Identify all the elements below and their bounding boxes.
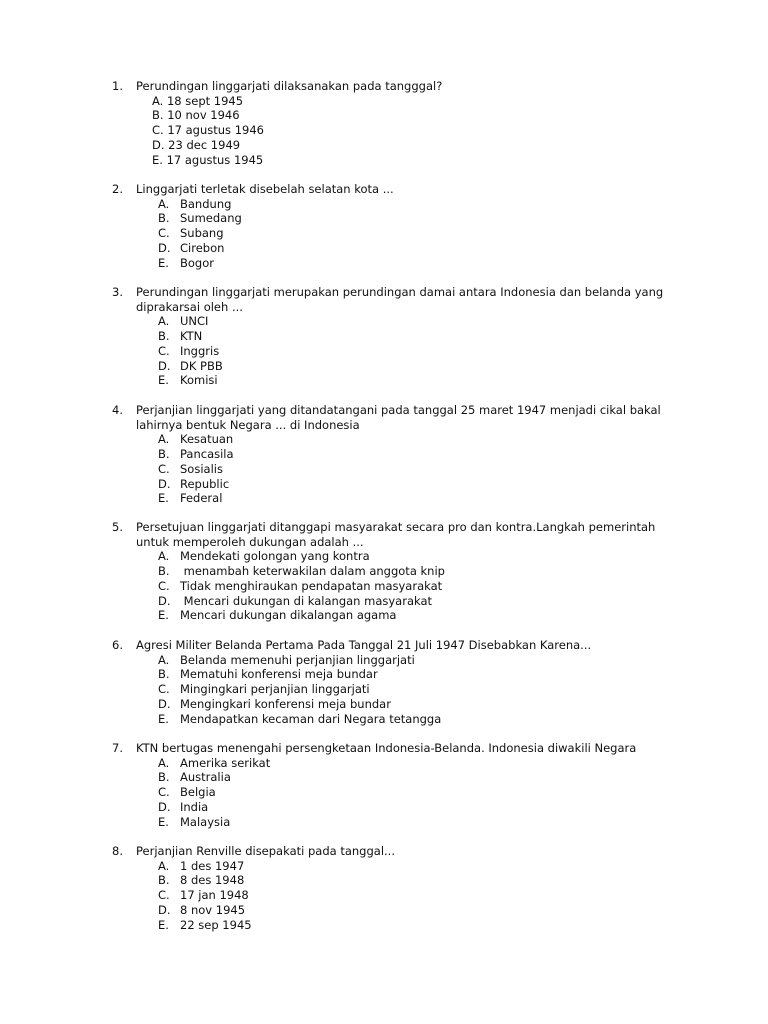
option-c bbox=[112, 888, 672, 903]
option-c bbox=[112, 462, 672, 477]
option-text: Australia bbox=[180, 770, 231, 785]
question-text: Perjanjian Renville disepakati pada tanggal... bbox=[136, 844, 395, 858]
question-number: 5. bbox=[112, 520, 123, 534]
option-c bbox=[112, 682, 672, 697]
option-a: A. 18 sept 1945 bbox=[152, 93, 244, 108]
option-b bbox=[112, 873, 672, 888]
option-text: Kesatuan bbox=[180, 432, 234, 447]
option-c bbox=[112, 344, 672, 359]
option-text: 8 nov 1945 bbox=[180, 902, 246, 917]
option-text: Malaysia bbox=[180, 814, 231, 829]
question-number: 1. bbox=[112, 79, 123, 93]
option-a bbox=[112, 549, 672, 564]
option-letter: E. bbox=[158, 608, 169, 623]
option-a bbox=[112, 756, 672, 771]
option-text: DK PBB bbox=[180, 358, 223, 373]
option-text: Belgia bbox=[180, 785, 216, 800]
option-a bbox=[112, 197, 672, 212]
option-text: Federal bbox=[180, 491, 223, 506]
option-text: Mendapatkan kecaman dari Negara tetangga bbox=[180, 711, 442, 726]
option-d bbox=[112, 359, 672, 374]
option-list bbox=[112, 549, 672, 623]
option-c: C. 17 agustus 1946 bbox=[152, 123, 264, 138]
option-letter: D. bbox=[158, 799, 171, 814]
option-e bbox=[112, 491, 672, 506]
option-letter: B. bbox=[158, 564, 170, 579]
option-d bbox=[112, 903, 672, 918]
question-4 bbox=[112, 403, 672, 506]
option-b bbox=[112, 770, 672, 785]
option-a bbox=[112, 653, 672, 668]
option-e bbox=[112, 373, 672, 388]
question-text: KTN bertugas menengahi persengketaan Indonesia-Belanda. Indonesia diwakili Negara bbox=[136, 741, 637, 755]
option-d bbox=[112, 241, 672, 256]
option-letter: E. bbox=[158, 814, 169, 829]
option-text: Belanda memenuhi perjanjian linggarjati bbox=[180, 652, 415, 667]
question-number: 7. bbox=[112, 741, 123, 755]
question-text: Perundingan linggarjati dilaksanakan pada tangggal? bbox=[136, 79, 443, 93]
option-text: 1 des 1947 bbox=[180, 858, 245, 873]
question-number: 8. bbox=[112, 844, 123, 858]
option-c bbox=[112, 579, 672, 594]
option-letter: A. bbox=[158, 755, 170, 770]
option-letter: C. bbox=[158, 461, 170, 476]
option-letter: E. bbox=[158, 711, 169, 726]
option-letter: D. bbox=[158, 240, 171, 255]
option-text: Bandung bbox=[180, 196, 232, 211]
option-b: B. 10 nov 1946 bbox=[152, 108, 240, 123]
option-list bbox=[112, 197, 672, 271]
option-d bbox=[112, 697, 672, 712]
option-d bbox=[112, 477, 672, 492]
option-letter: E. bbox=[158, 255, 169, 270]
option-text: Cirebon bbox=[180, 240, 225, 255]
option-c bbox=[112, 226, 672, 241]
option-text: Mencari dukungan dikalangan agama bbox=[180, 608, 397, 623]
option-letter: B. bbox=[158, 667, 170, 682]
option-list bbox=[112, 653, 672, 727]
option-list bbox=[112, 94, 672, 168]
option-letter: A. bbox=[158, 314, 170, 329]
option-letter: D. bbox=[158, 476, 171, 491]
option-text: Mingingkari perjanjian linggarjati bbox=[180, 682, 370, 697]
option-letter: A. bbox=[158, 652, 170, 667]
option-text: Amerika serikat bbox=[180, 755, 271, 770]
question-5 bbox=[112, 520, 672, 623]
option-b bbox=[112, 211, 672, 226]
option-a bbox=[112, 314, 672, 329]
option-text: 17 jan 1948 bbox=[180, 888, 249, 903]
option-text: UNCI bbox=[180, 314, 209, 329]
question-text: Linggarjati terletak disebelah selatan kota ... bbox=[136, 182, 394, 196]
option-text: Mengingkari konferensi meja bundar bbox=[180, 696, 391, 711]
option-letter: A. bbox=[158, 858, 170, 873]
option-d bbox=[112, 800, 672, 815]
option-letter: B. bbox=[158, 873, 170, 888]
question-7 bbox=[112, 741, 672, 829]
option-a bbox=[112, 432, 672, 447]
option-text: 8 des 1948 bbox=[180, 873, 245, 888]
option-letter: D. bbox=[158, 593, 171, 608]
option-b bbox=[112, 329, 672, 344]
option-letter: D. bbox=[158, 358, 171, 373]
option-letter: C. bbox=[158, 888, 170, 903]
option-b bbox=[112, 447, 672, 462]
question-text: Perundingan linggarjati merupakan perundingan damai antara Indonesia dan belanda yang diprakarsai oleh ... bbox=[136, 285, 664, 314]
option-letter: D. bbox=[158, 902, 171, 917]
option-letter: E. bbox=[158, 491, 169, 506]
option-text: Republic bbox=[180, 476, 230, 491]
option-b bbox=[112, 667, 672, 682]
option-text: Mematuhi konferensi meja bundar bbox=[180, 667, 378, 682]
option-b bbox=[112, 564, 672, 579]
option-letter: C. bbox=[158, 682, 170, 697]
option-e bbox=[112, 918, 672, 933]
option-text: menambah keterwakilan dalam anggota knip bbox=[180, 564, 445, 579]
option-letter: D. bbox=[158, 696, 171, 711]
question-number: 2. bbox=[112, 182, 123, 196]
question-3 bbox=[112, 285, 672, 388]
option-e bbox=[112, 256, 672, 271]
question-text: Agresi Militer Belanda Pertama Pada Tanggal 21 Juli 1947 Disebabkan Karena... bbox=[136, 638, 592, 652]
option-letter: C. bbox=[158, 785, 170, 800]
option-list bbox=[112, 432, 672, 506]
question-text: Persetujuan linggarjati ditanggapi masyarakat secara pro dan kontra.Langkah pemerintah untuk memperoleh dukungan adalah ... bbox=[136, 520, 656, 549]
option-e bbox=[112, 608, 672, 623]
option-list bbox=[112, 756, 672, 830]
option-text: Mencari dukungan di kalangan masyarakat bbox=[180, 593, 433, 608]
option-text: Sumedang bbox=[180, 211, 242, 226]
option-letter: A. bbox=[158, 432, 170, 447]
option-a bbox=[112, 859, 672, 874]
question-text: Perjanjian linggarjati yang ditandatangani pada tanggal 25 maret 1947 menjadi cikal bakal lahirnya bentuk Negara ... di Indonesia bbox=[136, 403, 661, 432]
option-letter: B. bbox=[158, 211, 170, 226]
option-letter: C. bbox=[158, 343, 170, 358]
option-text: Komisi bbox=[180, 373, 218, 388]
option-text: India bbox=[180, 799, 209, 814]
option-letter: B. bbox=[158, 770, 170, 785]
question-number: 4. bbox=[112, 403, 123, 417]
option-text: KTN bbox=[180, 329, 203, 344]
option-letter: C. bbox=[158, 578, 170, 593]
option-letter: E. bbox=[158, 373, 169, 388]
option-letter: E. bbox=[158, 917, 169, 932]
option-e: E. 17 agustus 1945 bbox=[152, 152, 264, 167]
question-6 bbox=[112, 638, 672, 726]
option-text: Pancasila bbox=[180, 447, 234, 462]
option-text: Bogor bbox=[180, 255, 214, 270]
option-letter: A. bbox=[158, 549, 170, 564]
option-d bbox=[112, 594, 672, 609]
option-e bbox=[112, 815, 672, 830]
question-number: 3. bbox=[112, 285, 123, 299]
question-1 bbox=[112, 79, 672, 167]
option-d: D. 23 dec 1949 bbox=[152, 137, 241, 152]
option-text: Inggris bbox=[180, 343, 220, 358]
option-text: 22 sep 1945 bbox=[180, 917, 252, 932]
option-c bbox=[112, 785, 672, 800]
question-number: 6. bbox=[112, 638, 123, 652]
option-list bbox=[112, 314, 672, 388]
question-2 bbox=[112, 182, 672, 270]
option-text: Sosialis bbox=[180, 461, 223, 476]
option-text: Mendekati golongan yang kontra bbox=[180, 549, 370, 564]
option-list bbox=[112, 859, 672, 933]
option-text: Tidak menghiraukan pendapatan masyarakat bbox=[180, 578, 443, 593]
option-letter: B. bbox=[158, 447, 170, 462]
option-letter: C. bbox=[158, 226, 170, 241]
option-text: Subang bbox=[180, 226, 224, 241]
option-e bbox=[112, 712, 672, 727]
question-8 bbox=[112, 844, 672, 932]
option-letter: B. bbox=[158, 329, 170, 344]
option-letter: A. bbox=[158, 196, 170, 211]
